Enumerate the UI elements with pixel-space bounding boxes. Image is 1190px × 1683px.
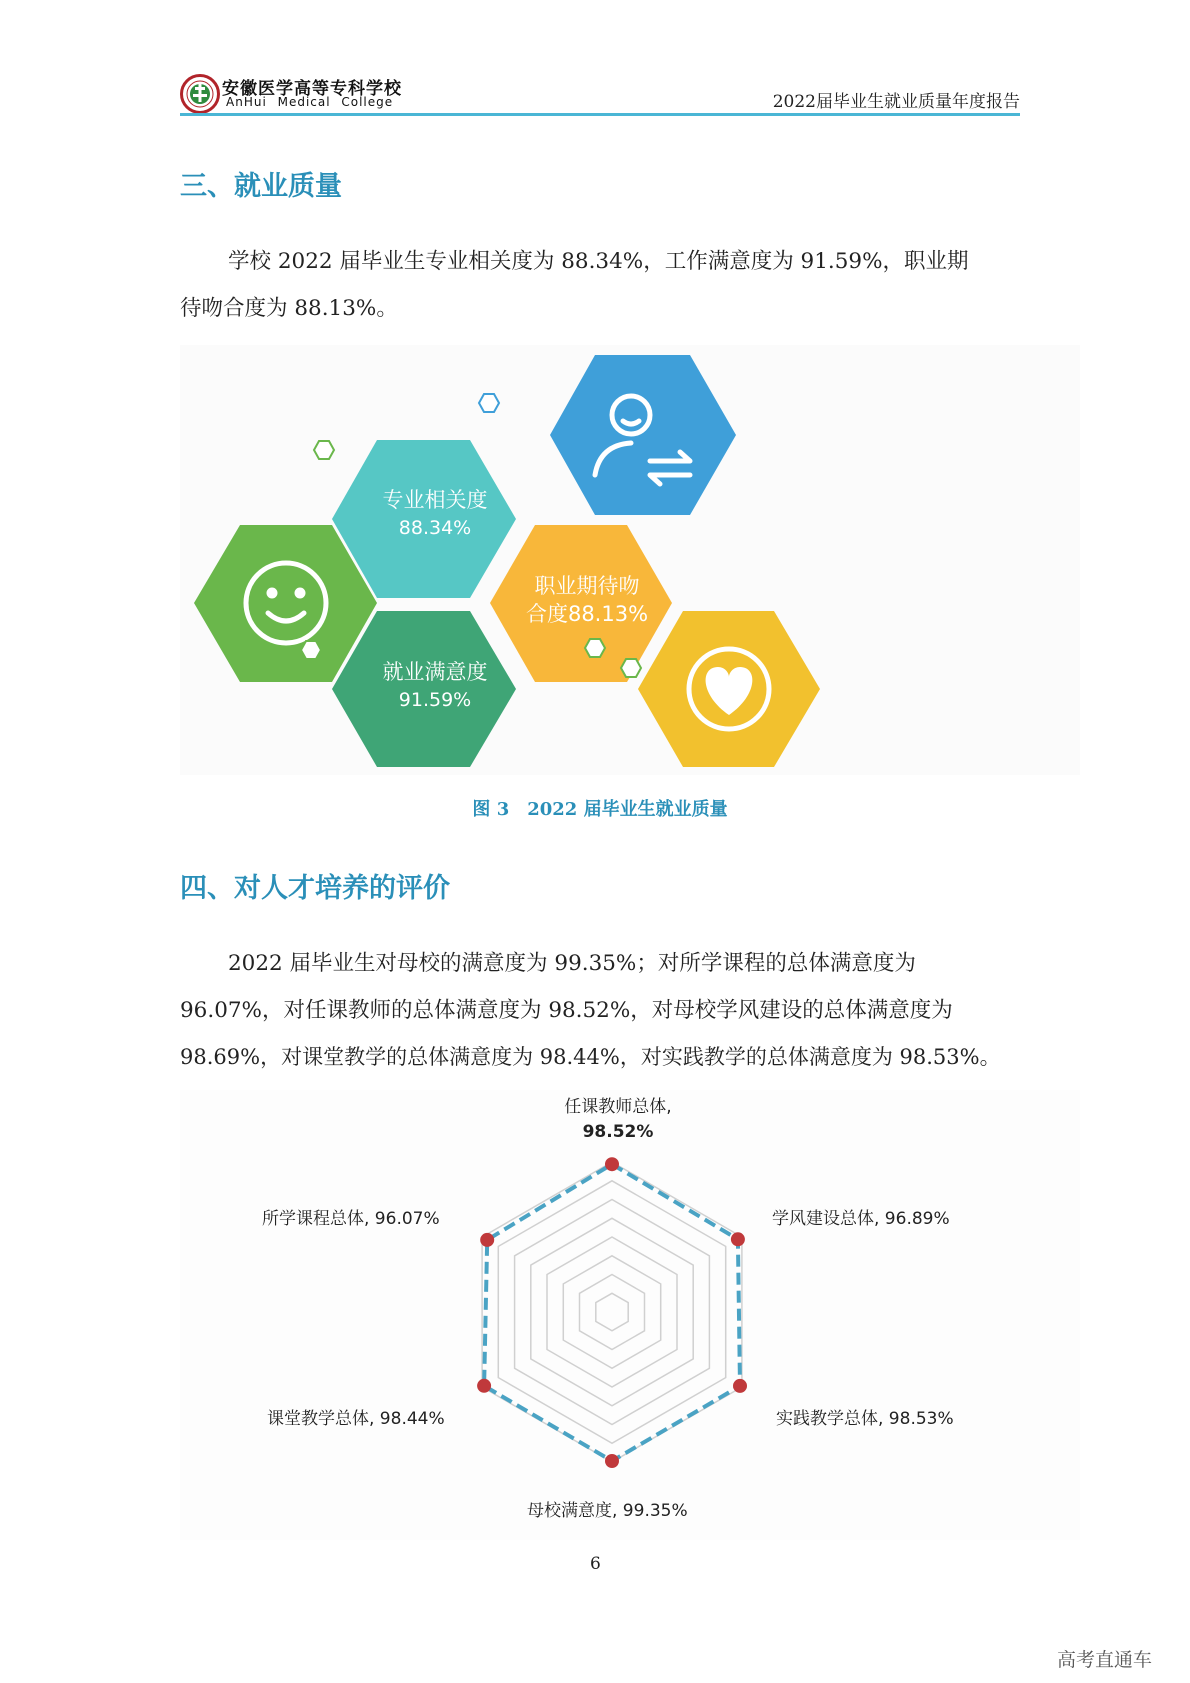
satisfaction-radar-chart: [180, 1090, 1080, 1540]
radar-point: [605, 1157, 619, 1171]
hex-expectation-line2: 合度88.13%: [525, 602, 649, 626]
hex-expectation-text: [497, 572, 677, 628]
radar-label-practice: 实践教学总体, 98.53%: [776, 1409, 954, 1429]
radar-point: [731, 1232, 745, 1246]
section-heading-employment-quality: 三、就业质量: [180, 171, 342, 202]
hex-satisfaction-value: 91.59%: [398, 689, 472, 711]
radar-point: [477, 1379, 491, 1393]
radar-label-teacher: [553, 1095, 683, 1145]
hex-satisfaction-text: [335, 658, 535, 714]
figure-caption: 图 3 2022 届毕业生就业质量: [472, 799, 728, 820]
radar-label-school: 母校满意度, 99.35%: [527, 1501, 688, 1521]
radar-label-course: 所学课程总体, 96.07%: [262, 1209, 440, 1229]
paragraph-line: 学校 2022 届毕业生专业相关度为 88.34%，工作满意度为 91.59%，职业期: [228, 249, 969, 274]
radar-label-teacher-value: 98.52%: [582, 1122, 654, 1142]
hex-satisfaction-label: 就业满意度: [382, 660, 488, 684]
hex-marker: [479, 394, 499, 412]
school-name-cn: 安徽医学高等专科学校: [222, 79, 402, 99]
radar-point: [480, 1233, 494, 1247]
paragraph-line: 96.07%，对任课教师的总体满意度为 98.52%，对母校学风建设的总体满意度为: [180, 998, 953, 1023]
hex-relevance-text: [335, 486, 535, 542]
school-name-en: AnHui Medical College: [226, 95, 394, 109]
radar-label-style: 学风建设总体, 96.89%: [772, 1209, 950, 1229]
report-title: 2022届毕业生就业质量年度报告: [772, 92, 1020, 112]
hex-relevance-label: 专业相关度: [382, 488, 488, 512]
paragraph-line: 待吻合度为 88.13%。: [180, 296, 398, 321]
section-heading-training-evaluation: 四、对人才培养的评价: [180, 873, 450, 904]
radar-label-classroom: 课堂教学总体, 98.44%: [267, 1409, 445, 1429]
page-number: 6: [590, 1554, 601, 1574]
hex-relevance-value: 88.34%: [398, 517, 472, 539]
watermark: 高考直通车: [1057, 1649, 1153, 1671]
paragraph-line: 2022 届毕业生对母校的满意度为 99.35%；对所学课程的总体满意度为: [228, 951, 916, 976]
school-logo: [180, 74, 220, 114]
radar-label-teacher-name: 任课教师总体,: [564, 1097, 672, 1117]
hex-expectation-line1: 职业期待吻: [534, 574, 640, 598]
header-divider: [180, 113, 1020, 116]
paragraph-line: 98.69%，对课堂教学的总体满意度为 98.44%，对实践教学的总体满意度为 98.53%。: [180, 1045, 1001, 1069]
employment-quality-infographic: [180, 345, 1080, 775]
radar-point: [733, 1379, 747, 1393]
radar-point: [605, 1454, 619, 1468]
